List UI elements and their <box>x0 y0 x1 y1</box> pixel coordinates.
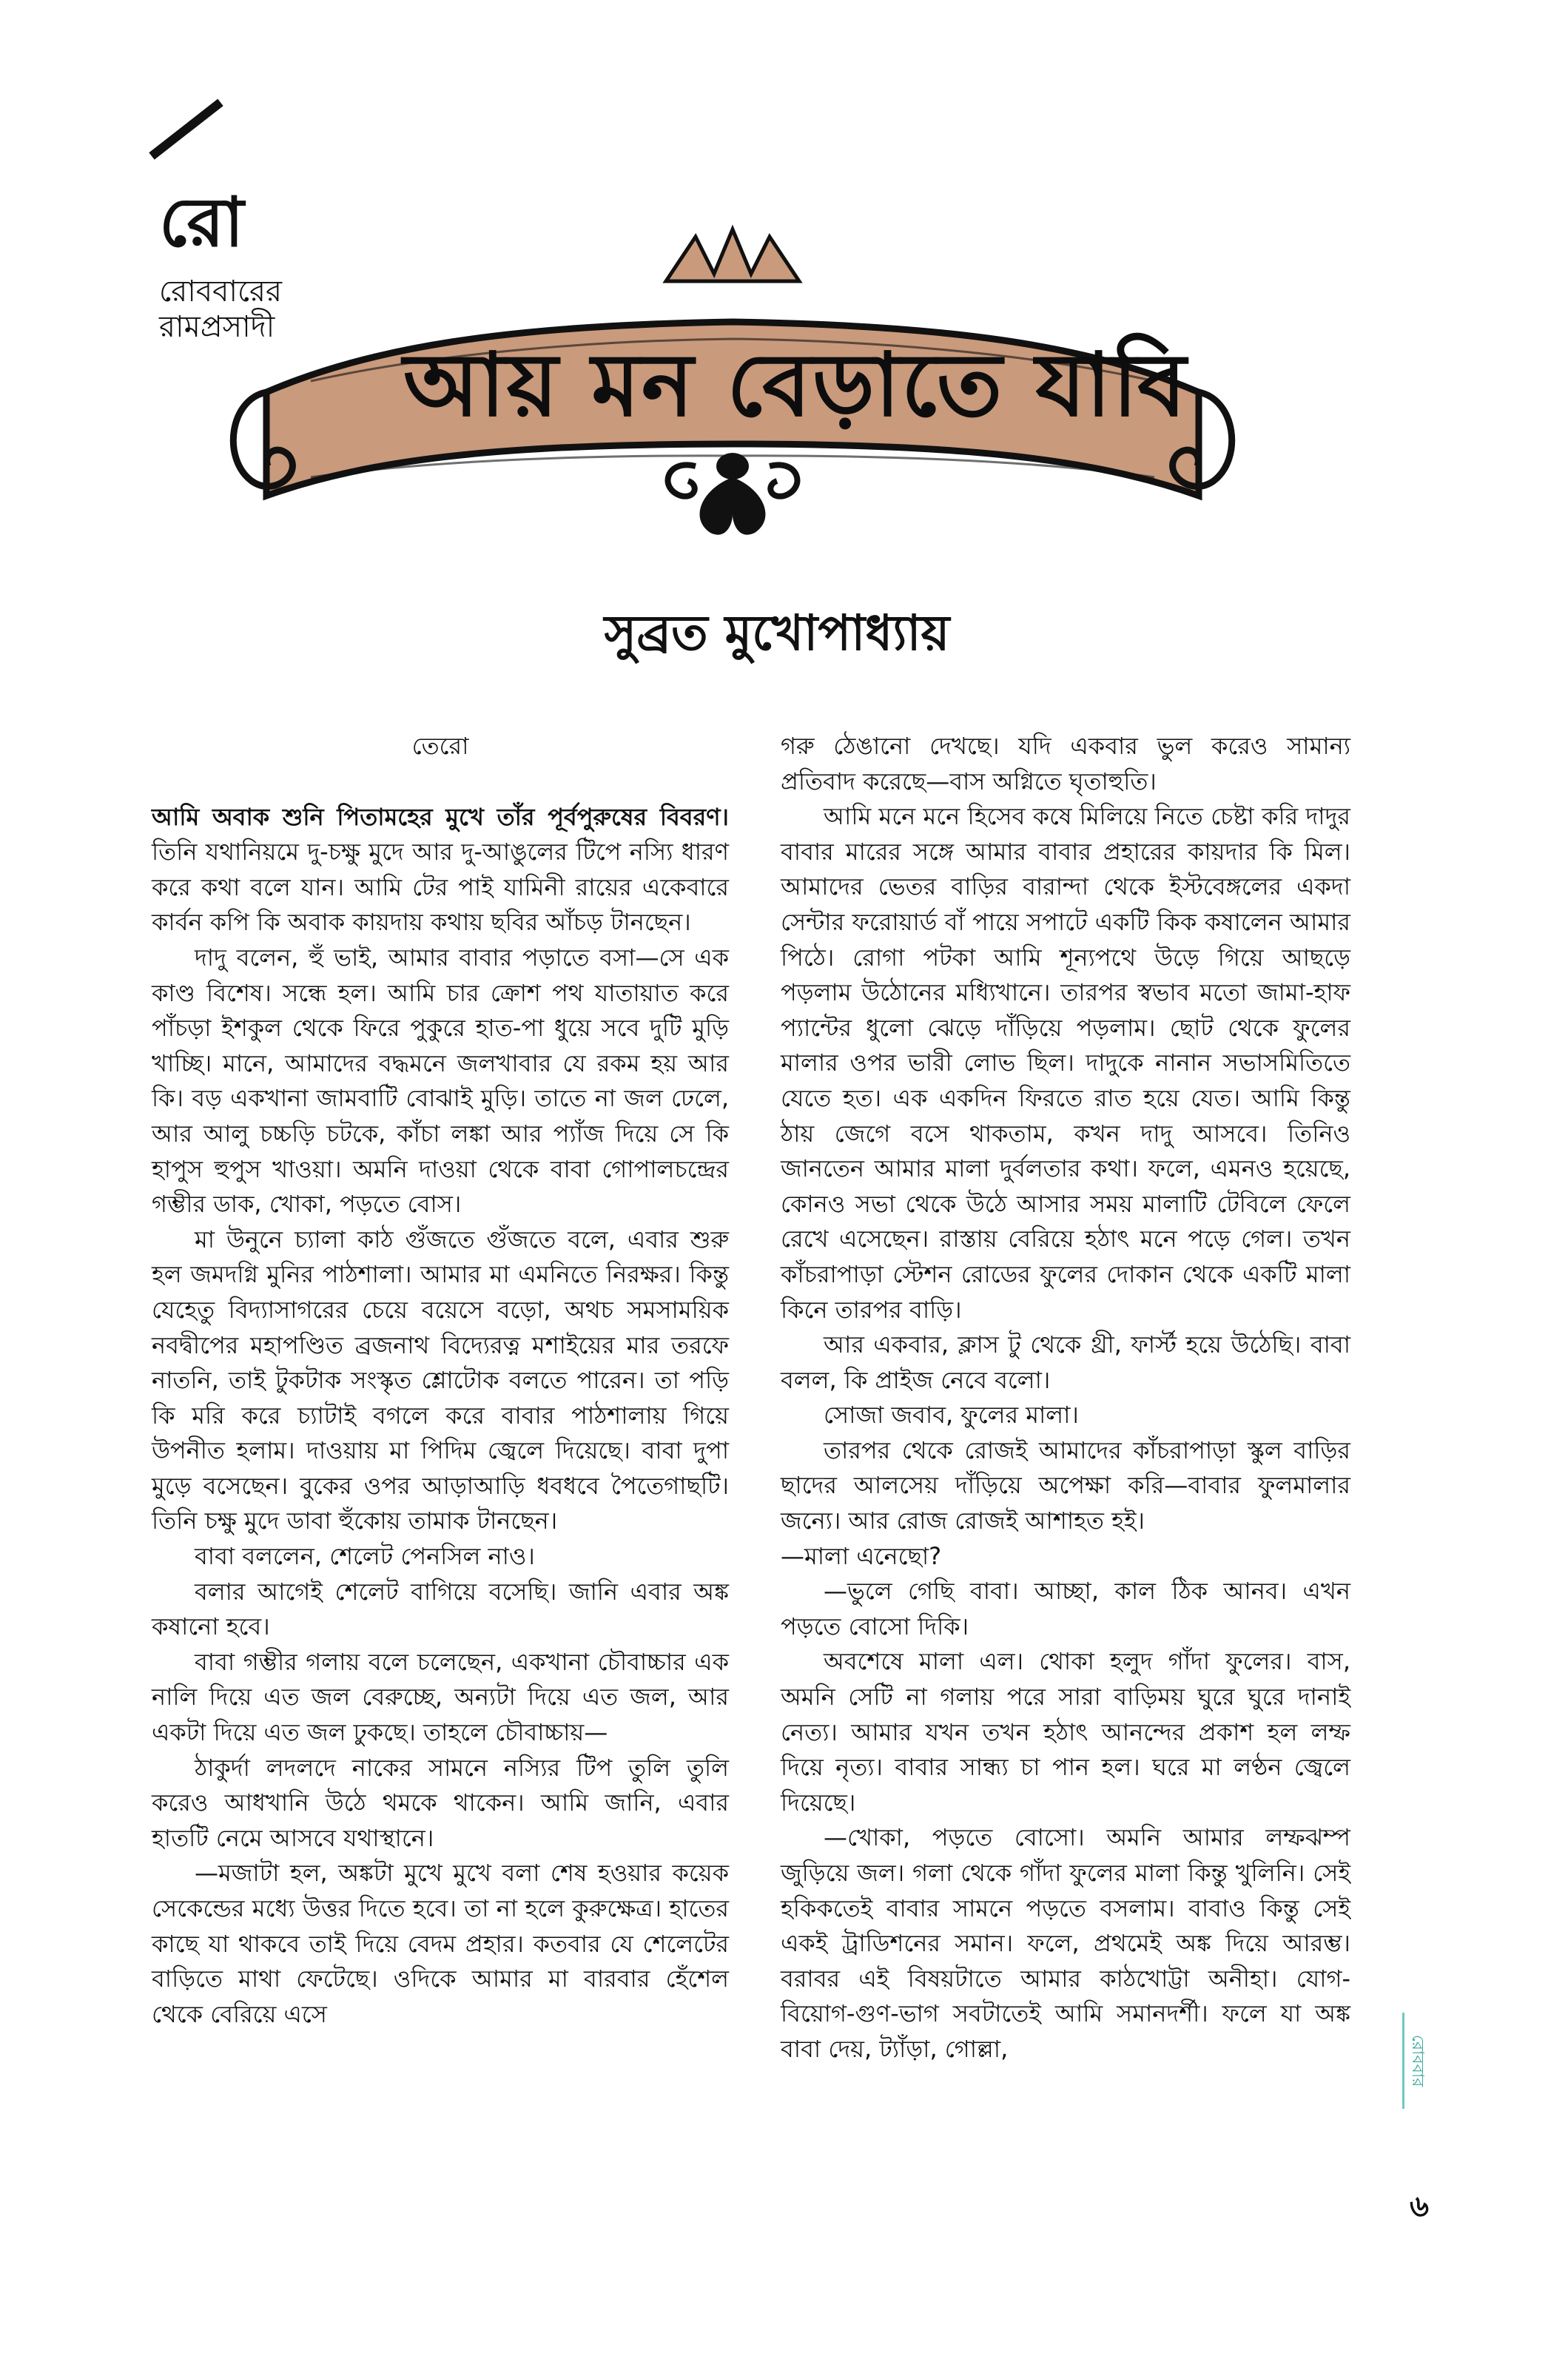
paragraph: —ভুলে গেছি বাবা। আচ্ছা, কাল ঠিক আনব। এখন পড়তে বোসো দিকি। <box>781 1577 1350 1640</box>
section-marker: রো <box>159 183 244 262</box>
paragraph <box>152 800 729 940</box>
section-subtitle-line2: রামপ্রসাদী <box>159 310 275 344</box>
crown-ornament <box>666 229 799 281</box>
paragraph: তারপর থেকে রোজই আমাদের কাঁচরাপাড়া স্কুল বাড়ির ছাদের আলসেয় দাঁড়িয়ে অপেক্ষা করি—বাবার ফুলমালার জন্যে। আর রোজ রোজই আশাহত হই। <box>781 1435 1350 1535</box>
section-subtitle-line1: রোববারের <box>159 275 283 309</box>
paragraph: বলার আগেই শেলেট বাগিয়ে বসেছি। জানি এবার অঙ্ক কষানো হবে। <box>152 1577 729 1641</box>
paragraph: —খোকা, পড়তে বোসো। অমনি আমার লম্ফঝম্প জুড়িয়ে জল। গলা থেকে গাঁদা ফুলের মালা কিন্তু খুলিনি। সেই হকিকতেই বাবার সামনে পড়তে বসলাম। বাবাও কিন্তু সেই একই ট্রাডিশনের সমান। ফলে, প্রথমেই অঙ্ক দিয়ে আরম্ভ। বরাবর এই বিষয়টাতে আমার কাঠখোট্টা অনীহা। যোগ-বিয়োগ-গুণ-ভাগ সবটাতেই আমি সমানদর্শী। ফলে যা অঙ্ক বাবা দেয়, ট্যাঁড়া, গোল্লা, <box>781 1823 1350 2063</box>
paragraph: ঠাকুর্দা লদলদে নাকের সামনে নস্যির টিপ তুলি তুলি করেও আধখানি উঠে থমকে থাকেন। আমি জানি, এবার হাতটি নেমে আসবে যথাস্থানে। <box>152 1753 729 1852</box>
magazine-side-label: রোববার <box>1402 2013 1431 2109</box>
text-column-left <box>152 729 729 2032</box>
paragraph: মা উনুনে চ্যালা কাঠ গুঁজতে গুঁজতে বলে, এবার শুরু হল জমদগ্নি মুনির পাঠশালা। আমার মা এমনিতে নিরক্ষর। কিন্তু যেহেতু বিদ্যাসাগরের চেয়ে বয়েসে বড়ো, অথচ সমসাময়িক নবদ্বীপের মহাপণ্ডিত ব্রজনাথ বিদ্যেরত্ন মশাইয়ের মার তরফে নাতনি, তাই টুকটাক সংস্কৃত শ্লোটোক বলতে পারেন। তা পড়ি কি মরি করে চ্যাটাই বগলে করে বাবার পাঠশালায় গিয়ে উপনীত হলাম। দাওয়ায় মা পিদিম জ্বেলে দিয়েছে। বাবা দুপা মুড়ে বসেছেন। বুকের ওপর আড়াআড়ি ধবধবে পৈতেগাছটি। তিনি চক্ষু মুদে ডাবা হুঁকোয় তামাক টানছেন। <box>152 1225 729 1535</box>
paragraph: অবশেষে মালা এল। থোকা হলুদ গাঁদা ফুলের। বাস, অমনি সেটি না গলায় পরে সারা বাড়িময় ঘুরে ঘুরে দানাই নেত্য। আমার যখন তখন হঠাৎ আনন্দের প্রকাশ হল লম্ফ দিয়ে নৃত্য। বাবার সান্ধ্য চা পান হল। ঘরে মা লণ্ঠন জ্বেলে দিয়েছে। <box>781 1647 1350 1817</box>
paragraph: বাবা বললেন, শেলেট পেনসিল নাও। <box>195 1542 535 1571</box>
paragraph: —মজাটা হল, অঙ্কটা মুখে মুখে বলা শেষ হওয়ার কয়েক সেকেন্ডের মধ্যে উত্তর দিতে হবে। তা না হলে কুরুক্ষেত্র। হাতের কাছে যা থাকবে তাই দিয়ে বেদম প্রহার। কতবার যে শেলেটের বাড়িতে মাথা ফেটেছে। ওদিকে আমার মা বারবার হেঁশেল থেকে বেরিয়ে এসে <box>152 1859 729 2028</box>
paragraph: বাবা গম্ভীর গলায় বলে চলেছেন, একখানা চৌবাচ্চার এক নালি দিয়ে এত জল বেরুচ্ছে, অন্যটা দিয়ে এত জল, আর একটা দিয়ে এত জল ঢুকছে। তাহলে চৌবাচ্চায়— <box>152 1647 729 1747</box>
lead-sentence: আমি অবাক শুনি পিতামহের মুখে তাঁর পূর্বপুরুষের বিবরণ। <box>152 802 729 831</box>
text-column-right <box>781 729 1350 2067</box>
banner-title: আয় মন বেড়াতে যাবি <box>403 333 1188 436</box>
page-number: ৬ <box>1410 2189 1430 2224</box>
flourish-ornament <box>668 453 798 535</box>
paragraph: দাদু বলেন, হুঁ ভাই, আমার বাবার পড়াতে বসা—সে এক কাণ্ড বিশেষ। সন্ধে হল। আমি চার ক্রোশ পথ যাতায়াত করে পাঁচড়া ইশকুল থেকে ফিরে পুকুরে হাত-পা ধুয়ে সবে দুটি মুড়ি খাচ্ছি। মানে, আমাদের বদ্ধমনে জলখাবার যে রকম হয় আর কি। বড় একখানা জামবাটি বোঝাই মুড়ি। তাতে না জল ঢেলে, আর আলু চচ্চড়ি চটকে, কাঁচা লঙ্কা আর প্যাঁজ দিয়ে সে কি হাপুস হুপুস খাওয়া। অমনি দাওয়া থেকে বাবা গোপালচন্দ্রের গম্ভীর ডাক, খোকা, পড়তে বোস। <box>152 943 729 1219</box>
paragraph: সোজা জবাব, ফুলের মালা। <box>824 1401 1079 1430</box>
section-slash-mark <box>149 99 223 160</box>
paragraph: আমি মনে মনে হিসেব কষে মিলিয়ে নিতে চেষ্টা করি দাদুর বাবার মারের সঙ্গে আমার বাবার প্রহারের কায়দার কি মিল। আমাদের ভেতর বাড়ির বারান্দা থেকে ইস্টবেঙ্গলের একদা সেন্টার ফরোয়ার্ড বাঁ পায়ে সপাটে একটি কিক কষালেন আমার পিঠে। রোগা পটকা আমি শূন্যপথে উড়ে গিয়ে আছড়ে পড়লাম উঠোনের মধ্যিখানে। তারপর স্বভাব মতো জামা-হাফ প্যান্টের ধুলো ঝেড়ে দাঁড়িয়ে পড়লাম। ছোট থেকে ফুলের মালার ওপর ভারী লোভ ছিল। দাদুকে নানান সভাসমিতিতে যেতে হত। এক একদিন ফিরতে রাত হয়ে যেত। আমি কিন্তু ঠায় জেগে বসে থাকতাম, কখন দাদু আসবে। তিনিও জানতেন আমার মালা দুর্বলতার কথা। ফলে, এমনও হয়েছে, কোনও সভা থেকে উঠে আসার সময় মালাটি টেবিলে ফেলে রেখে এসেছেন। রাস্তায় বেরিয়ে হঠাৎ মনে পড়ে গেল। তখন কাঁচরাপাড়া স্টেশন রোডের ফুলের দোকান থেকে একটি মালা কিনে তারপর বাড়ি। <box>781 802 1350 1324</box>
chapter-number: তেরো <box>411 732 469 760</box>
paragraph: গরু ঠেঙানো দেখছে। যদি একবার ভুল করেও সামান্য প্রতিবাদ করেছে—বাস অগ্নিতে ঘৃতাহুতি। <box>781 732 1350 795</box>
paragraph: আর একবার, ক্লাস টু থেকে থ্রী, ফার্স্ট হয়ে উঠেছি। বাবা বলল, কি প্রাইজ নেবে বলো। <box>781 1330 1350 1394</box>
paragraph-text: তিনি যথানিয়মে দু-চক্ষু মুদে আর দু-আঙুলের টিপে নস্যি ধারণ করে কথা বলে যান। আমি টের পাই যামিনী রায়ের একেবারে কার্বন কপি কি অবাক কায়দায় কথায় ছবির আঁচড় টানছেন। <box>152 838 729 937</box>
paragraph: —মালা এনেছো? <box>781 1541 942 1570</box>
author-name: সুব্রত মুখোপাধ্যায় <box>604 605 950 662</box>
